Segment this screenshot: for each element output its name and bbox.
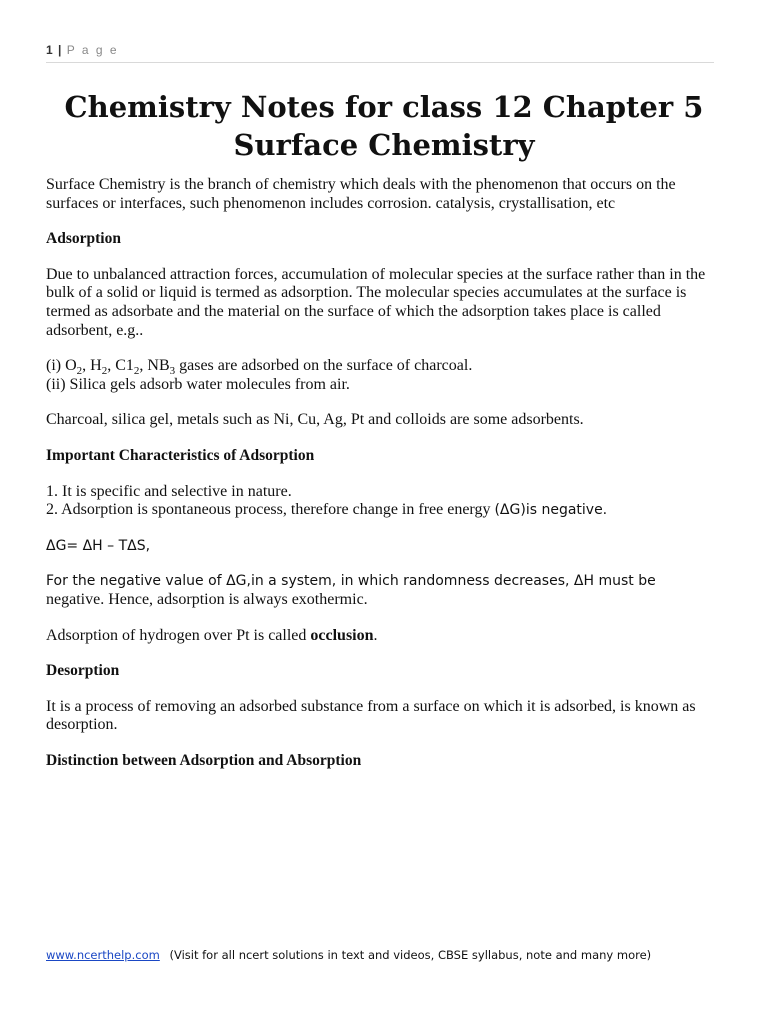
characteristics-list — [46, 483, 718, 520]
document-body — [46, 176, 718, 787]
title-line-1: Chemistry Notes for class 12 Chapter 5 — [64, 90, 704, 124]
page-separator: | — [58, 43, 62, 57]
adsorbents-paragraph: Charcoal, silica gel, metals such as Ni, Cu, Ag, Pt and colloids are some adsorbents. — [46, 411, 584, 429]
adsorption-heading: Adsorption — [46, 230, 121, 248]
characteristics-heading: Important Characteristics of Adsorption — [46, 446, 315, 464]
footer-note: (Visit for all ncert solutions in text and videos, CBSE syllabus, note and many more) — [169, 948, 652, 962]
desorption-heading: Desorption — [46, 662, 120, 680]
adsorption-definition: Due to unbalanced attraction forces, accumulation of molecular species at the surface rather than in the bulk of a solid or liquid is termed as adsorption. The molecular species accumulates at the surface is termed as adsorbate and the material on the surface of which the adsorption takes place is called adsorbent, e.g.. — [46, 265, 706, 339]
page-number: 1 — [46, 43, 53, 57]
example-1: (i) $O_2$, $H_2$, $C1_2$, $NB_3$ gases are adsorbed on the surface of charcoal. — [46, 357, 473, 378]
occlusion-paragraph: Adsorption of hydrogen over Pt is called occlusion. — [46, 626, 378, 644]
gibbs-equation: ΔG= ΔH – TΔS, — [46, 537, 151, 554]
characteristic-1: 1. It is specific and selective in nature. — [46, 482, 292, 500]
page-footer — [46, 948, 651, 962]
characteristic-2: 2. Adsorption is spontaneous process, therefore change in free energy (ΔG)is negative. — [46, 501, 608, 519]
occlusion-term: occlusion — [310, 626, 374, 644]
adsorption-examples — [46, 357, 718, 394]
exothermic-note: For the negative value of ΔG,in a system, in which randomness decreases, ΔH must be negative. Hence, adsorption is always exothermic. — [46, 573, 656, 608]
title-line-2: Surface Chemistry — [233, 128, 535, 162]
page-header — [46, 43, 714, 63]
desorption-text: It is a process of removing an adsorbed substance from a surface on which it is adsorbed, is known as desorption. — [46, 697, 696, 734]
website-link[interactable]: www.ncerthelp.com — [46, 948, 160, 962]
intro-paragraph: Surface Chemistry is the branch of chemistry which deals with the phenomenon that occurs on the surfaces or interfaces, such phenomenon includes corrosion. catalysis, crystallisation, etc — [46, 176, 676, 212]
distinction-heading: Distinction between Adsorption and Absorption — [46, 751, 362, 769]
page-label: P a g e — [66, 43, 119, 57]
document-title — [0, 88, 768, 164]
example-2: (ii) Silica gels adsorb water molecules from air. — [46, 375, 350, 393]
